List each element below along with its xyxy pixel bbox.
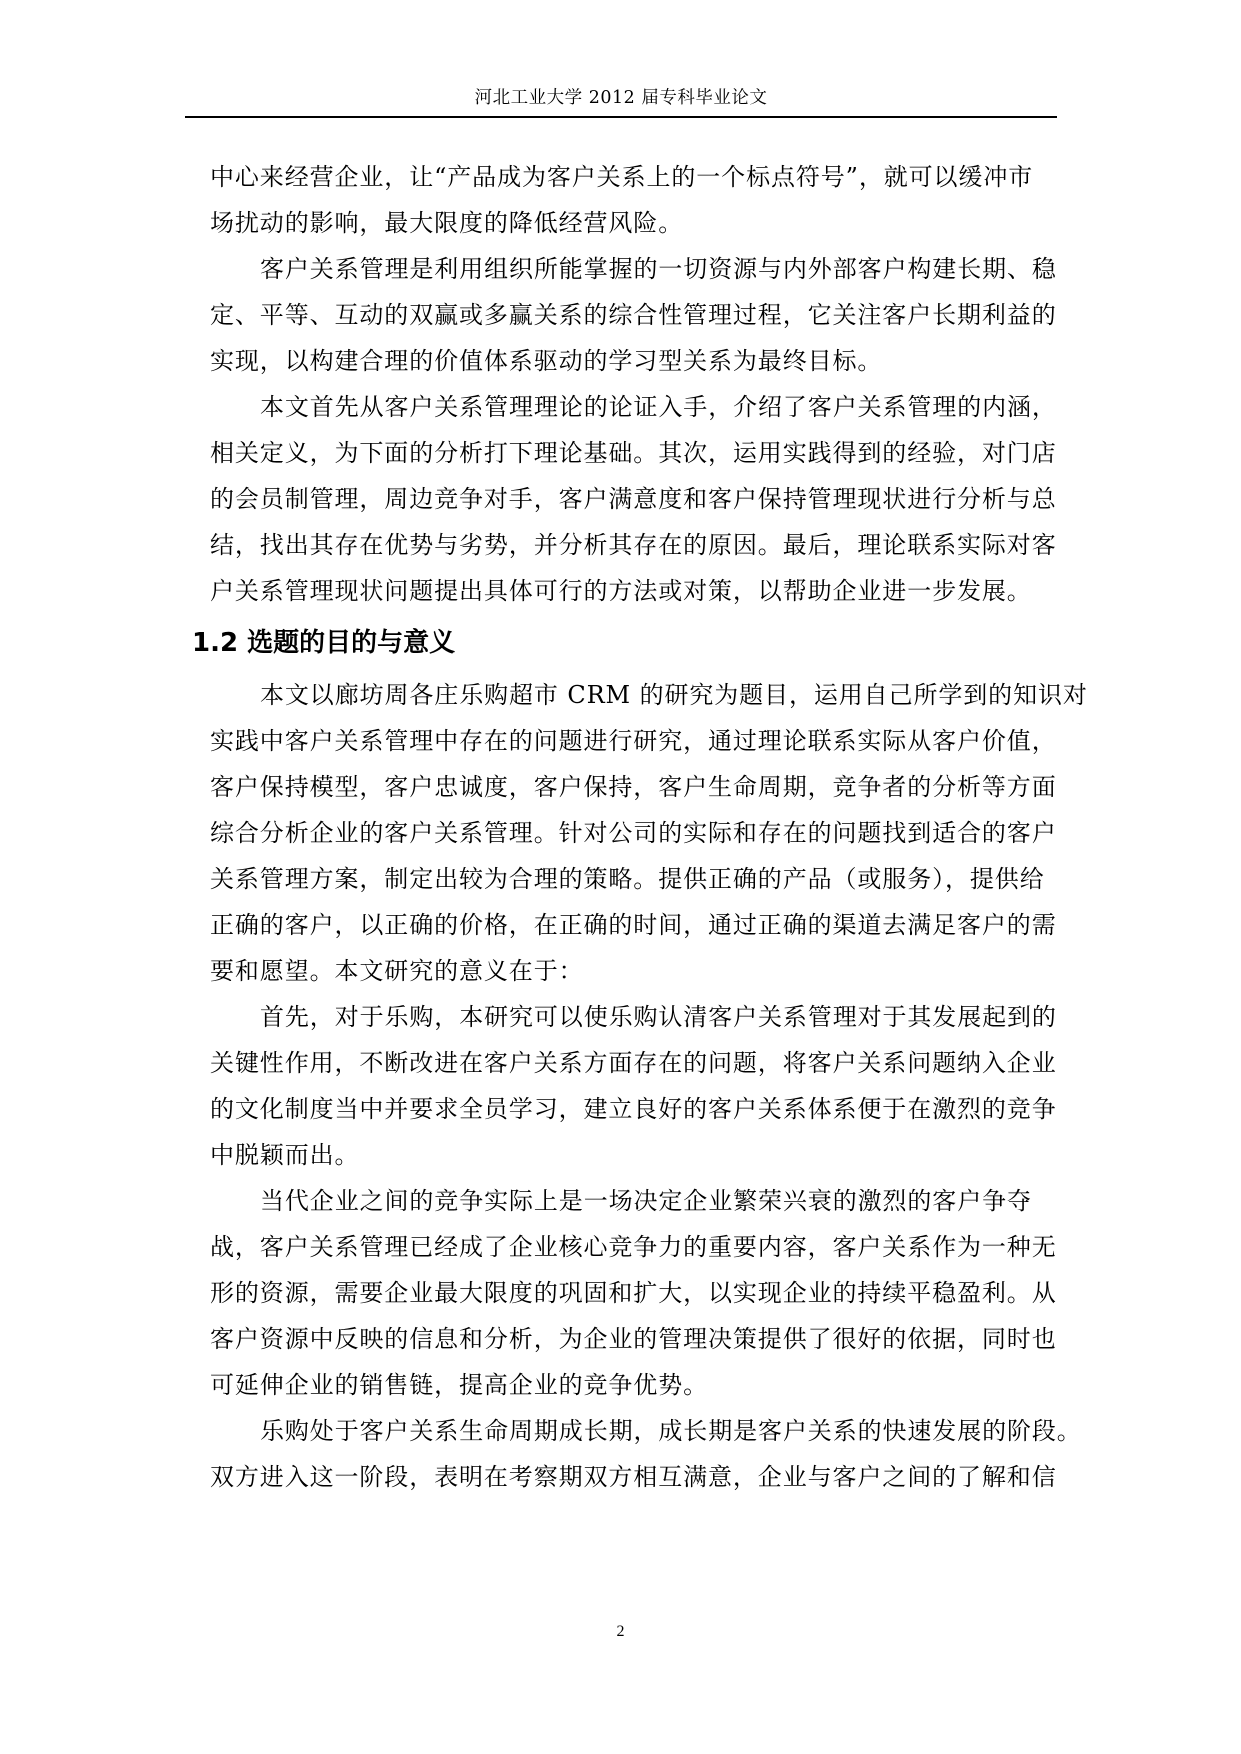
text-line: 结，找出其存在优势与劣势，并分析其存在的原因。最后，理论联系实际对客 — [210, 531, 1057, 559]
page-number: 2 — [616, 1623, 625, 1640]
paragraph-first-line: 乐购处于客户关系生命周期成长期，成长期是客户关系的快速发展的阶段。 — [260, 1417, 1082, 1445]
text-line: 的文化制度当中并要求全员学习，建立良好的客户关系体系便于在激烈的竞争 — [210, 1095, 1057, 1123]
text-line: 中脱颖而出。 — [210, 1141, 360, 1169]
section-heading: 1.2 选题的目的与意义 — [192, 628, 456, 658]
text-line: 可延伸企业的销售链，提高企业的竞争优势。 — [210, 1371, 708, 1399]
document-body — [192, 154, 1088, 1500]
paragraph-first-line: 首先，对于乐购，本研究可以使乐购认清客户关系管理对于其发展起到的 — [260, 1003, 1057, 1031]
text-line: 正确的客户，以正确的价格，在正确的时间，通过正确的渠道去满足客户的需 — [210, 911, 1057, 939]
paragraph-first-line: 当代企业之间的竞争实际上是一场决定企业繁荣兴衰的激烈的客户争夺 — [260, 1187, 1032, 1215]
paragraph-first-line: 客户关系管理是利用组织所能掌握的一切资源与内外部客户构建长期、稳 — [260, 255, 1057, 283]
text-line: 场扰动的影响，最大限度的降低经营风险。 — [210, 209, 684, 237]
text-line: 定、平等、互动的双赢或多赢关系的综合性管理过程，它关注客户长期利益的 — [210, 301, 1057, 329]
paragraph-first-line: 本文以廊坊周各庄乐购超市 CRM 的研究为题目，运用自己所学到的知识对 — [260, 681, 1088, 709]
text-line: 客户保持模型，客户忠诚度，客户保持，客户生命周期，竞争者的分析等方面 — [210, 773, 1057, 801]
text-line: 实现，以构建合理的价值体系驱动的学习型关系为最终目标。 — [210, 347, 883, 375]
text-line: 户关系管理现状问题提出具体可行的方法或对策，以帮助企业进一步发展。 — [210, 577, 1032, 605]
text-line: 战，客户关系管理已经成了企业核心竞争力的重要内容，客户关系作为一种无 — [210, 1233, 1057, 1261]
text-line: 实践中客户关系管理中存在的问题进行研究，通过理论联系实际从客户价值， — [210, 727, 1057, 755]
text-line: 相关定义，为下面的分析打下理论基础。其次，运用实践得到的经验，对门店 — [210, 439, 1057, 467]
paragraph-first-line: 本文首先从客户关系管理理论的论证入手，介绍了客户关系管理的内涵， — [260, 393, 1057, 421]
text-line: 客户资源中反映的信息和分析，为企业的管理决策提供了很好的依据，同时也 — [210, 1325, 1057, 1353]
text-line: 双方进入这一阶段，表明在考察期双方相互满意，企业与客户之间的了解和信 — [210, 1463, 1057, 1491]
text-line: 综合分析企业的客户关系管理。针对公司的实际和存在的问题找到适合的客户 — [210, 819, 1057, 847]
text-line: 要和愿望。本文研究的意义在于： — [210, 957, 584, 985]
page-header: 河北工业大学 2012 届专科毕业论文 — [185, 86, 1057, 118]
text-line: 关系管理方案，制定出较为合理的策略。提供正确的产品（或服务），提供给 — [210, 865, 1045, 893]
text-line: 形的资源，需要企业最大限度的巩固和扩大，以实现企业的持续平稳盈利。从 — [210, 1279, 1057, 1307]
text-line: 关键性作用，不断改进在客户关系方面存在的问题，将客户关系问题纳入企业 — [210, 1049, 1057, 1077]
text-line: 的会员制管理，周边竞争对手，客户满意度和客户保持管理现状进行分析与总 — [210, 485, 1057, 513]
text-line: 中心来经营企业，让“产品成为客户关系上的一个标点符号”，就可以缓冲市 — [210, 163, 1034, 191]
